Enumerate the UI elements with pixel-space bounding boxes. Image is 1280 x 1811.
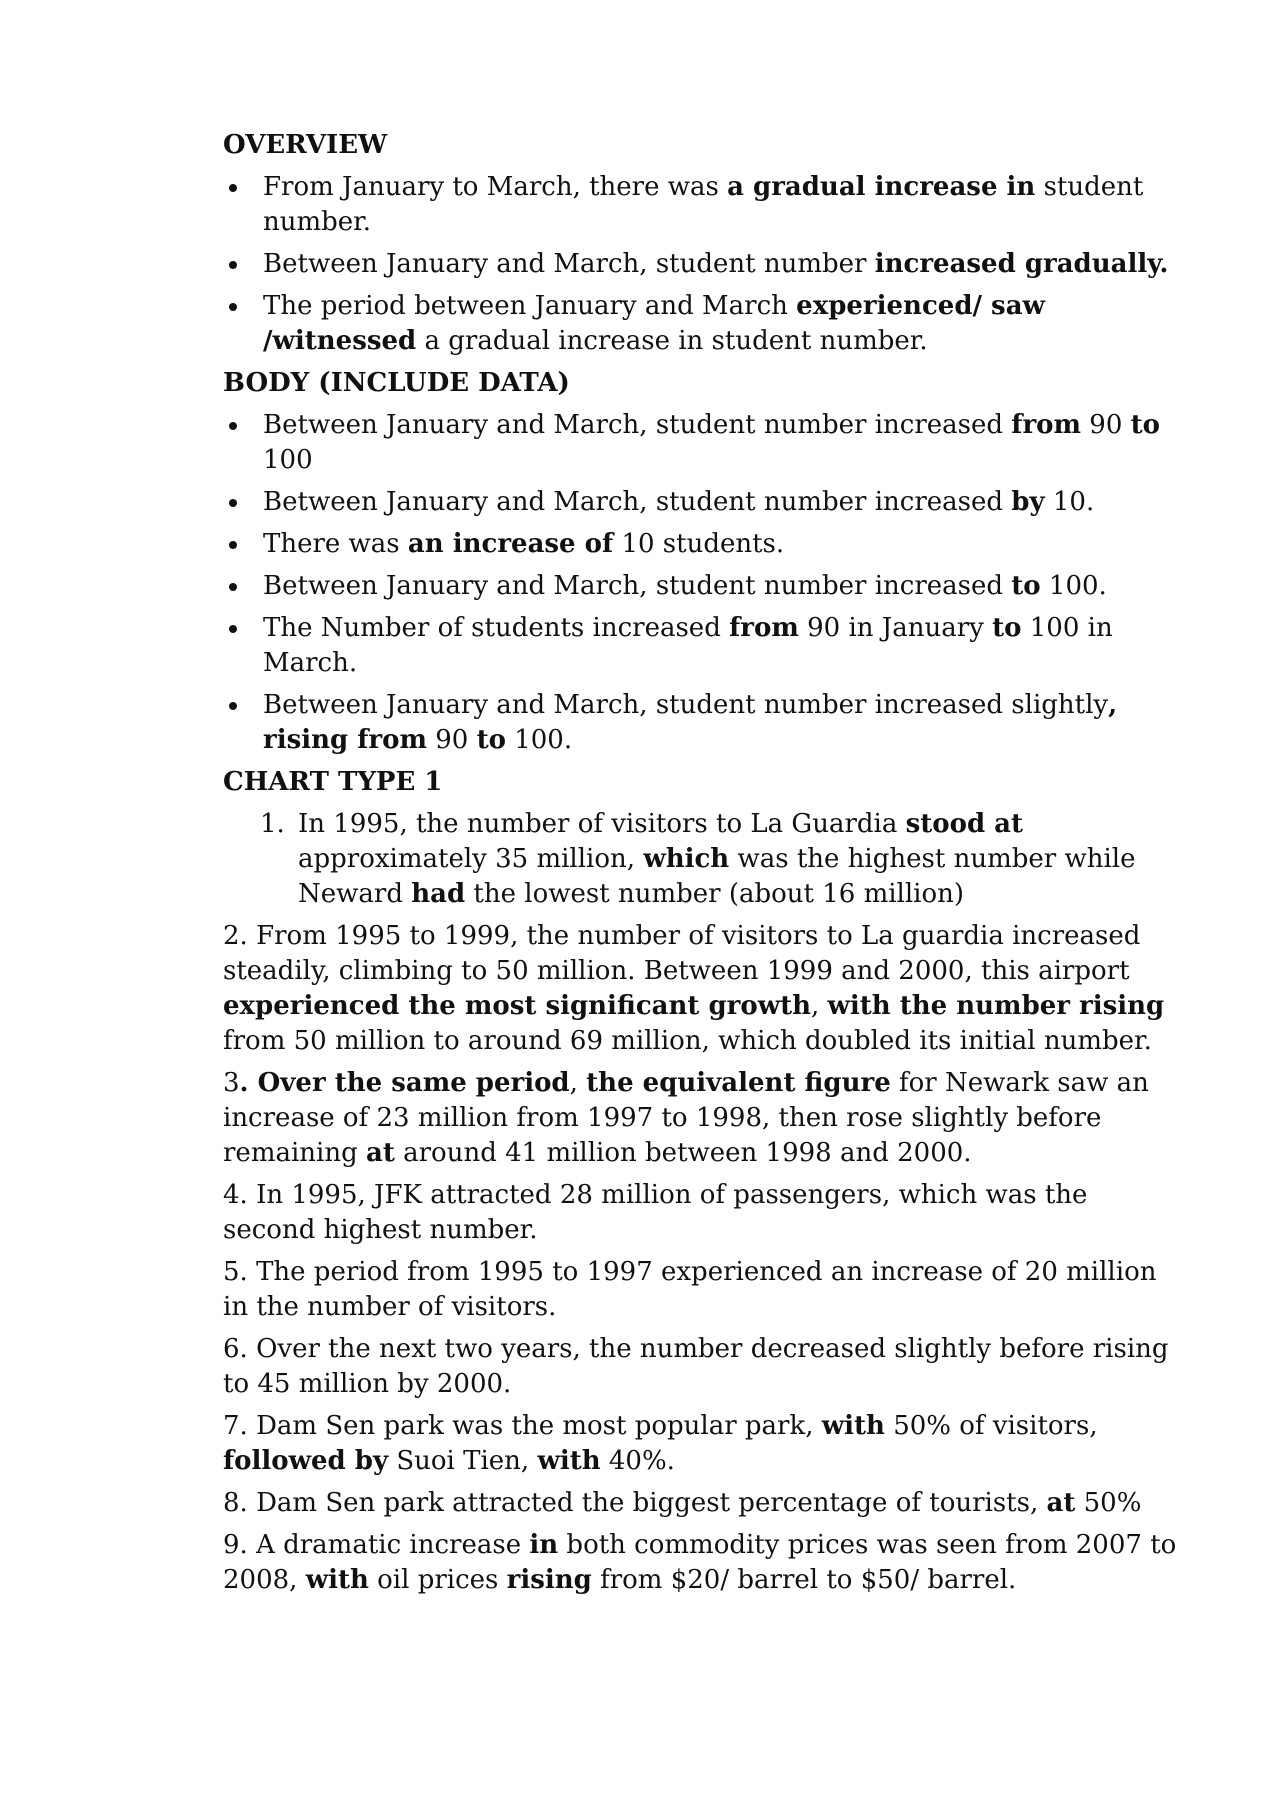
bold-text: with [305,1565,369,1595]
item-number: 1. [260,809,285,839]
document-content [223,128,1183,1605]
bullet-item [223,527,1183,562]
bold-text: with [537,1446,601,1476]
text-run: both commodity prices was seen from 2007 to 2008, [223,1530,1177,1595]
text-run: for Newark saw an increase of 23 million from 1997 to 1998, then rose slightly before remaining [223,1068,1149,1168]
text-run: 40%. [600,1446,675,1476]
overview-heading: OVERVIEW [223,130,388,160]
text-run: In 1995, the number of visitors to La Guardia [298,809,906,839]
text-run: The Number of students increased [263,613,730,643]
item-text [298,807,1183,912]
text-run: Between January and March, student number increased [263,410,1012,440]
body-heading: BODY (INCLUDE DATA) [223,368,570,398]
bold-text: an increase of [407,529,614,559]
text-run: 100. [1040,571,1107,601]
bold-text: from [729,613,799,643]
bold-text: a gradual increase in [727,172,1036,202]
text-run: 50% of visitors, [884,1411,1098,1441]
bold-text: by [1011,487,1045,517]
text-run: There was [263,529,408,559]
bold-text: , rising from [263,690,1118,755]
bold-text: followed by [223,1446,389,1476]
numbered-item [223,1255,1183,1325]
text-run: , [810,991,828,1021]
bold-text: increased gradually. [874,249,1169,279]
text-run: Between January and March, student number [263,249,875,279]
bullet-dot-icon [229,499,237,507]
text-run: 90 [426,725,477,755]
bold-text: to [992,613,1022,643]
bold-text: the equivalent figure [586,1068,891,1098]
bold-text: with [821,1411,885,1441]
bullet-item [223,408,1183,478]
bold-text: experienced/ saw /witnessed [263,291,1045,356]
bold-text: rising [506,1565,592,1595]
text-run: from 50 million to around 69 million, which doubled its initial number. [223,1026,1152,1056]
bold-text: to [1130,410,1161,440]
text-run: approximately 35 million, [298,844,644,874]
text-run: Suoi Tien, [388,1446,538,1476]
bullet-item [223,611,1183,681]
bold-text: to [476,725,506,755]
text-run: 10 students. [613,529,785,559]
bullet-item [223,688,1183,758]
bold-text: experienced the most significant growth [223,991,811,1021]
text-run: 90 in January [798,613,993,643]
text-run: 9. A dramatic increase [223,1530,530,1560]
numbered-item [223,1332,1183,1402]
text-run: 5. The period from 1995 to 1997 experienced an increase of 20 million in the number of visitors. [223,1257,1157,1322]
bullet-dot-icon [229,625,237,633]
text-run: oil prices [368,1565,507,1595]
overview-list [223,170,1183,359]
text-run: 7. Dam Sen park was the most popular park, [223,1411,822,1441]
bullet-dot-icon [229,541,237,549]
text-run: student number. [263,172,1144,237]
text-run: from $20/ barrel to $50/ barrel. [591,1565,1017,1595]
text-run: 100 in March. [263,613,1113,678]
chart-type-1-list [223,807,1183,1598]
text-run: Between January and March, student number increased [263,571,1012,601]
numbered-item [223,1066,1183,1171]
text-run: 4. In 1995, JFK attracted 28 million of passengers, which was the second highest number. [223,1180,1088,1245]
text-run: 100. [505,725,573,755]
text-run: 3 [223,1068,240,1098]
text-run: the lowest number (about 16 million) [465,879,965,909]
bullet-dot-icon [229,422,237,430]
text-run: 50% [1075,1488,1142,1518]
numbered-item [223,807,1183,912]
bullet-dot-icon [229,184,237,192]
text-run: 8. Dam Sen park attracted the biggest percentage of tourists, [223,1488,1047,1518]
numbered-item [223,1409,1183,1479]
text-run: From January to March, there was [263,172,728,202]
bullet-item [223,289,1183,359]
bullet-item [223,569,1183,604]
bold-text: to [1011,571,1041,601]
text-run: around 41 million between 1998 and 2000. [394,1138,972,1168]
bullet-dot-icon [229,583,237,591]
text-run: 6. Over the next two years, the number decreased slightly before rising to 45 million by 2000. [223,1334,1169,1399]
bold-text: with the number rising [827,991,1165,1021]
bold-text: . Over the same period [239,1068,570,1098]
bullet-dot-icon [229,261,237,269]
bold-text: in [529,1530,559,1560]
text-run: was the highest number while Neward [298,844,1136,909]
bullet-item [223,485,1183,520]
text-run: 2. From 1995 to 1999, the number of visitors to La guardia increased steadily, climbing to 50 million. Between 1999 and 2000, this airport [223,921,1141,986]
bold-text: at [1046,1488,1076,1518]
bullet-dot-icon [229,303,237,311]
text-run: Between January and March, student number increased [263,487,1012,517]
bullet-dot-icon [229,702,237,710]
bold-text: had [411,879,466,909]
text-run: 10. [1044,487,1095,517]
text-run: Between January and March, student number increased slightly [263,690,1109,720]
bold-text: which [643,844,730,874]
bold-text: from [1011,410,1082,440]
numbered-item [223,919,1183,1059]
numbered-item [223,1178,1183,1248]
bold-text: stood at [905,809,1024,839]
bullet-item [223,247,1183,282]
bullet-item [223,170,1183,240]
text-run: 100 [263,445,313,475]
text-run: The period between January and March [263,291,797,321]
chart-type-1-heading: CHART TYPE 1 [223,767,443,797]
text-run: a gradual increase in student number. [416,326,928,356]
body-list [223,408,1183,758]
text-run: 90 [1081,410,1131,440]
text-run: , [569,1068,587,1098]
numbered-item [223,1528,1183,1598]
bold-text: at [366,1138,395,1168]
numbered-item [223,1486,1183,1521]
